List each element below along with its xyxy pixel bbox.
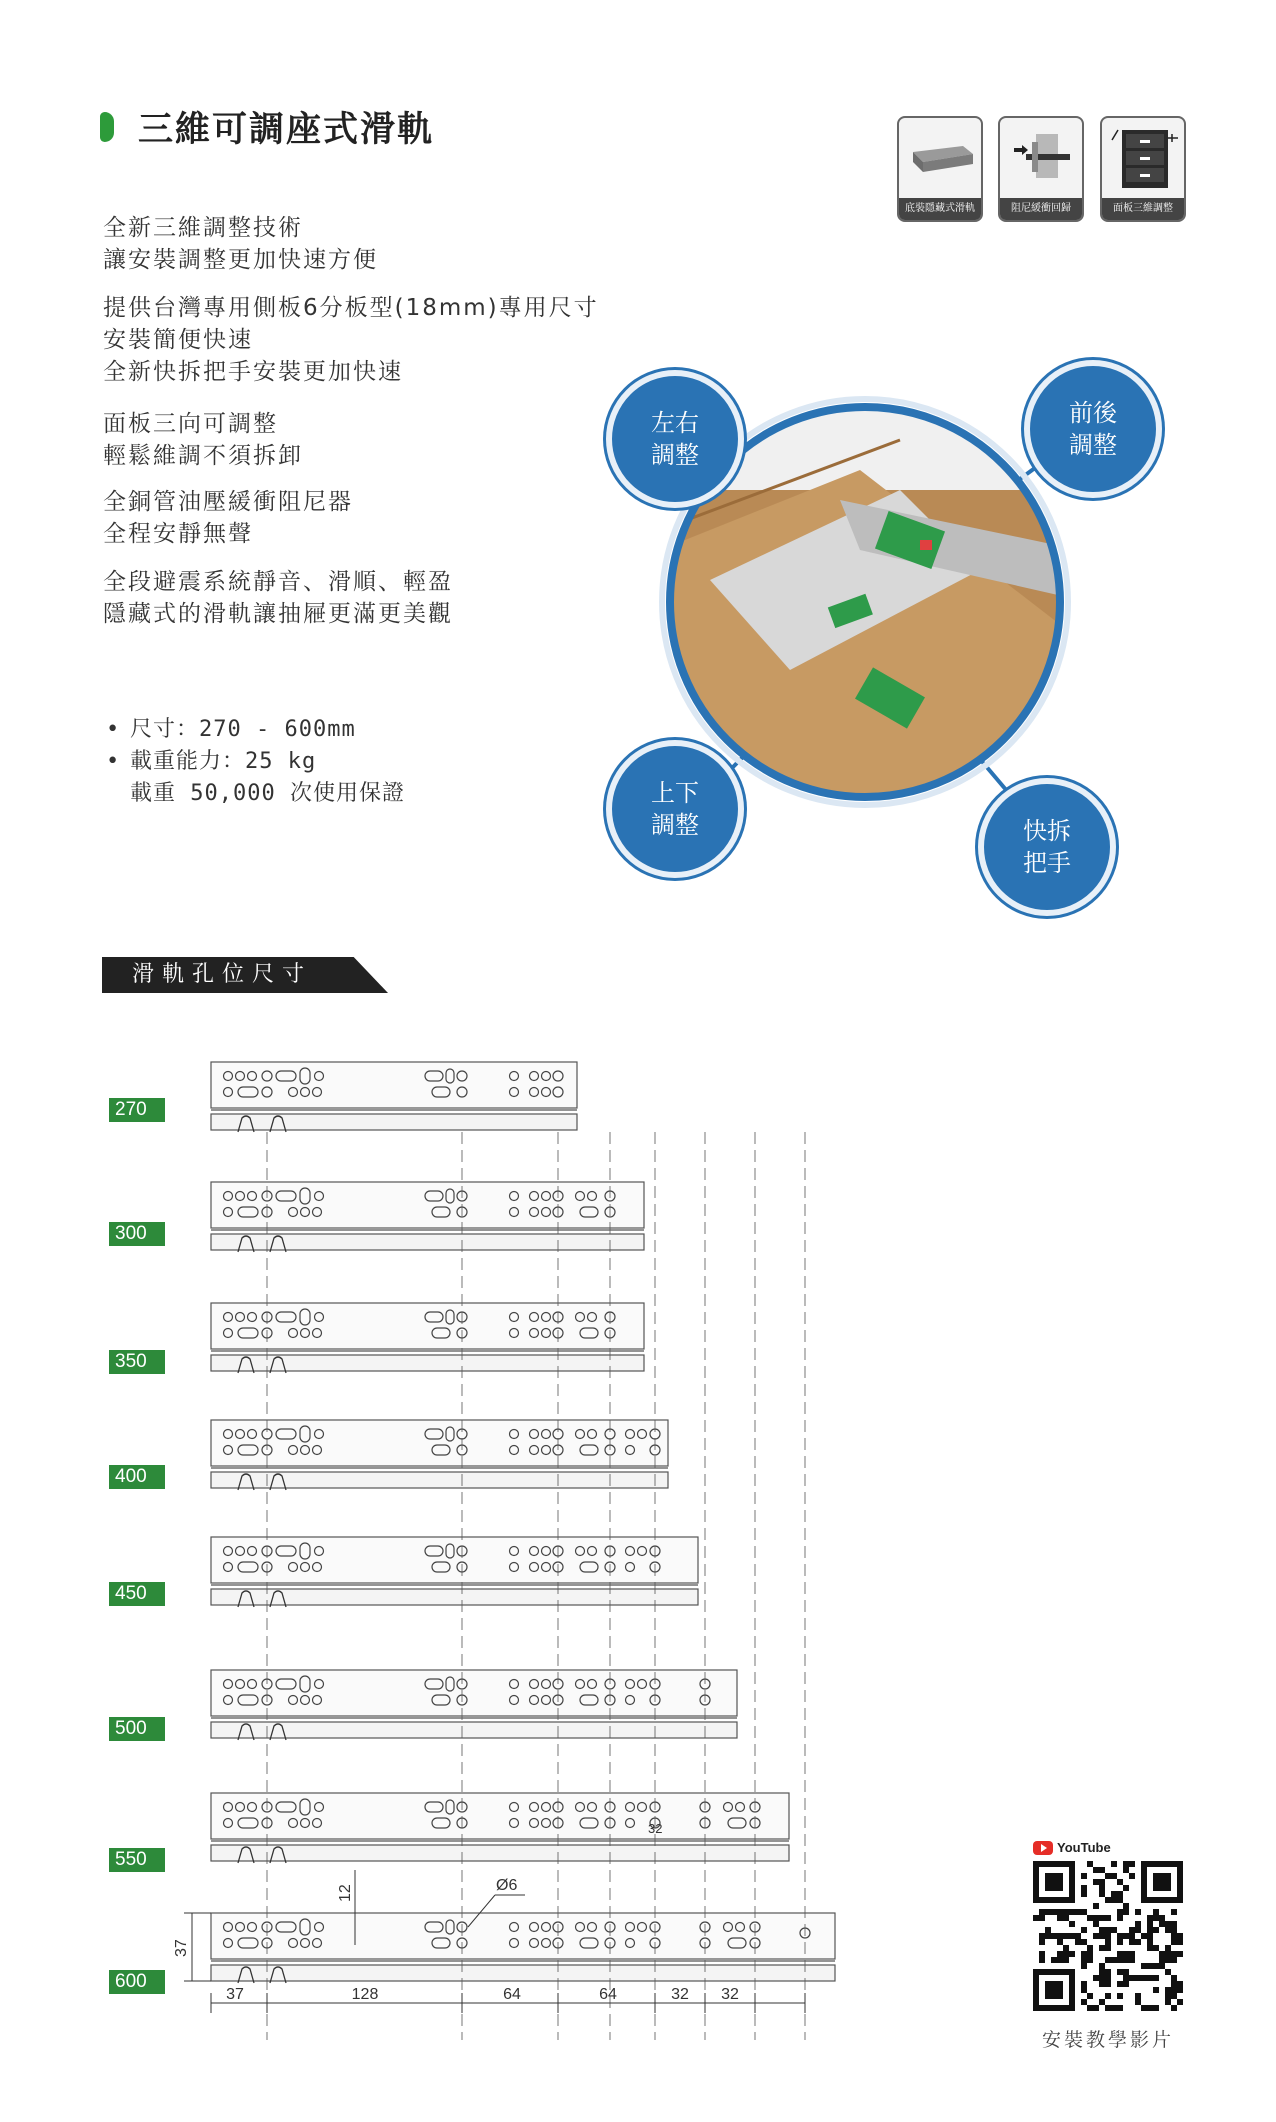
qr-module	[1153, 1975, 1159, 1981]
qr-module	[1099, 1867, 1105, 1873]
qr-module	[1081, 1999, 1087, 2005]
qr-module	[1165, 1987, 1171, 1993]
qr-module	[1099, 1891, 1105, 1897]
feature-line: 提供台灣專用側板6分板型(18mm)專用尺寸	[103, 295, 599, 321]
qr-module	[1147, 2005, 1153, 2011]
rail-body	[211, 1913, 835, 1959]
qr-module	[1117, 1915, 1123, 1921]
qr-module	[1045, 1873, 1063, 1891]
qr-module	[1105, 1975, 1111, 1981]
feature-group-1	[103, 212, 378, 276]
qr-module	[1105, 1945, 1111, 1951]
qr-module	[1171, 1981, 1177, 1987]
qr-module	[1171, 1939, 1177, 1945]
qr-module	[1117, 1939, 1123, 1945]
spec-size: • 尺寸：270 - 600mm	[106, 714, 405, 746]
qr-module	[1171, 2005, 1177, 2011]
feature-group-4	[103, 486, 353, 550]
qr-module	[1087, 1957, 1093, 1963]
qr-module	[1105, 1993, 1111, 1999]
size-label-270: 270	[109, 1098, 165, 1122]
feature-line: 隱藏式的滑軌讓抽屜更滿更美觀	[103, 601, 453, 627]
qr-module	[1135, 1921, 1141, 1927]
rail-lower	[211, 1114, 577, 1130]
qr-module	[1147, 1975, 1153, 1981]
qr-module	[1099, 1885, 1105, 1891]
qr-module	[1093, 1903, 1099, 1909]
qr-module	[1165, 1921, 1171, 1927]
qr-module	[1177, 1999, 1183, 2005]
qr-module	[1129, 1975, 1135, 1981]
qr-module	[1105, 1933, 1111, 1939]
feature-group-2	[103, 292, 599, 388]
qr-module	[1123, 1981, 1129, 1987]
title-marker-icon	[100, 112, 114, 142]
qr-module	[1033, 1915, 1039, 1921]
qr-module	[1141, 1963, 1147, 1969]
qr-module	[1123, 1861, 1129, 1867]
qr-module	[1141, 1975, 1147, 1981]
qr-module	[1081, 1957, 1087, 1963]
rail-lower	[211, 1845, 789, 1861]
qr-module	[1081, 1927, 1087, 1933]
qr-module	[1105, 1981, 1111, 1987]
dimension-bottom-label: 37	[226, 1986, 244, 2003]
video-qr-block	[1033, 1840, 1193, 2052]
qr-module	[1123, 1909, 1129, 1915]
rail-body	[211, 1537, 698, 1583]
qr-module	[1099, 1981, 1105, 1987]
qr-module	[1141, 1933, 1147, 1939]
video-caption: 安裝教學影片	[1041, 2029, 1174, 2051]
qr-module	[1099, 1945, 1105, 1951]
feature-line: 讓安裝調整更加快速方便	[103, 247, 378, 273]
qr-module	[1087, 2005, 1093, 2011]
youtube-logo: YouTube	[1033, 1840, 1193, 1855]
qr-module	[1075, 1909, 1081, 1915]
qr-module	[1117, 1933, 1123, 1939]
qr-module	[1081, 1891, 1087, 1897]
qr-module	[1063, 1933, 1069, 1939]
qr-module	[1063, 1957, 1069, 1963]
qr-module	[1177, 1981, 1183, 1987]
dimension-bottom-label: 64	[503, 1986, 521, 2003]
bullet-icon: •	[106, 717, 121, 742]
bubble-left-right: 左右 調整	[606, 370, 744, 508]
qr-module	[1099, 1927, 1105, 1933]
qr-module	[1105, 1957, 1111, 1963]
feature-line: 全段避震系統靜音、滑順、輕盈	[103, 569, 453, 595]
qr-module	[1117, 2005, 1123, 2011]
feature-line: 安裝簡便快速	[103, 327, 253, 353]
bullet-icon: •	[106, 749, 121, 774]
qr-module	[1177, 1939, 1183, 1945]
qr-module	[1039, 1909, 1045, 1915]
rail-body	[211, 1182, 644, 1228]
badge-damper: 阻尼緩衝回歸	[998, 116, 1084, 222]
rail-hole-diagram	[0, 1040, 900, 2080]
qr-module	[1069, 1921, 1075, 1927]
qr-module	[1147, 1963, 1153, 1969]
qr-module	[1105, 1915, 1111, 1921]
qr-module	[1051, 1909, 1057, 1915]
qr-module	[1057, 1915, 1063, 1921]
qr-module	[1165, 1993, 1171, 1999]
qr-module	[1153, 1987, 1159, 1993]
qr-module	[1135, 1999, 1141, 2005]
qr-module	[1063, 1909, 1069, 1915]
qr-module	[1171, 1927, 1177, 1933]
qr-module	[1081, 1909, 1087, 1915]
feature-line: 輕鬆維調不須拆卸	[103, 443, 303, 469]
qr-module	[1063, 1915, 1069, 1921]
size-label-500: 500	[109, 1717, 165, 1741]
qr-module	[1039, 1957, 1045, 1963]
qr-module	[1171, 1951, 1177, 1957]
qr-module	[1129, 1957, 1135, 1963]
qr-module	[1081, 1963, 1087, 1969]
qr-module	[1105, 1927, 1111, 1933]
qr-module	[1057, 1939, 1063, 1945]
qr-module	[1165, 1969, 1171, 1975]
qr-module	[1057, 1933, 1063, 1939]
qr-module	[1153, 1963, 1159, 1969]
spec-list	[106, 714, 405, 810]
qr-module	[1093, 1879, 1099, 1885]
qr-module	[1177, 1933, 1183, 1939]
qr-module	[1135, 1927, 1141, 1933]
qr-module	[1159, 1921, 1165, 1927]
qr-module	[1123, 1867, 1129, 1873]
feature-line: 全新快拆把手安裝更加快速	[103, 359, 403, 385]
qr-module	[1081, 1939, 1087, 1945]
qr-module	[1147, 1933, 1153, 1939]
rail-lower	[211, 1589, 698, 1605]
qr-module	[1051, 1933, 1057, 1939]
dimension-bottom-label: 64	[599, 1986, 617, 2003]
qr-module	[1165, 1945, 1171, 1951]
rail-body	[211, 1062, 577, 1108]
qr-module	[1153, 1945, 1159, 1951]
qr-module	[1153, 1873, 1171, 1891]
qr-module	[1087, 1951, 1093, 1957]
qr-module	[1099, 1975, 1105, 1981]
qr-module	[1135, 1939, 1141, 1945]
size-label-350: 350	[109, 1350, 165, 1374]
qr-module	[1159, 1915, 1165, 1921]
qr-module	[1123, 1885, 1129, 1891]
qr-module	[1099, 1969, 1105, 1975]
qr-module	[1087, 1915, 1093, 1921]
size-label-600: 600	[109, 1970, 165, 1994]
qr-module	[1159, 1963, 1165, 1969]
qr-module	[1111, 1897, 1117, 1903]
qr-module	[1129, 1933, 1135, 1939]
qr-module	[1153, 2005, 1159, 2011]
size-label-400: 400	[109, 1465, 165, 1489]
qr-module	[1153, 1909, 1159, 1915]
qr-module	[1117, 1957, 1123, 1963]
dimension-offset-label: 12	[337, 1884, 354, 1902]
dimension-bottom-label: 32	[721, 1986, 739, 2003]
qr-module	[1165, 1999, 1171, 2005]
qr-module	[1039, 1939, 1045, 1945]
rail-body	[211, 1303, 644, 1349]
spec-warranty: 載重 50,000 次使用保證	[130, 781, 405, 806]
qr-module	[1117, 1879, 1123, 1885]
qr-module	[1063, 1951, 1069, 1957]
qr-module	[1117, 1891, 1123, 1897]
qr-module	[1147, 1921, 1153, 1927]
spec-load: • 載重能力：25 kg	[106, 746, 405, 778]
bubble-quick-release: 快拆 把手	[978, 778, 1116, 916]
qr-module	[1141, 2005, 1147, 2011]
qr-module	[1171, 1987, 1177, 1993]
rail-body	[211, 1420, 668, 1466]
feature-group-3	[103, 408, 303, 472]
qr-module	[1111, 1861, 1117, 1867]
qr-module	[1099, 1963, 1105, 1969]
qr-module	[1081, 1981, 1087, 1987]
dimension-bottom-label: 32	[671, 1986, 689, 2003]
qr-module	[1069, 1909, 1075, 1915]
qr-module	[1123, 1957, 1129, 1963]
qr-module	[1117, 1993, 1123, 1999]
dimension-bottom-label: 128	[351, 1986, 379, 2003]
qr-module	[1087, 1945, 1093, 1951]
qr-module	[1105, 1939, 1111, 1945]
qr-module	[1129, 1873, 1135, 1879]
qr-module	[1081, 1951, 1087, 1957]
qr-module	[1123, 1951, 1129, 1957]
qr-module	[1165, 1957, 1171, 1963]
section-tag-hole-dimensions: 滑軌孔位尺寸	[102, 957, 388, 993]
feature-line: 全新三維調整技術	[103, 215, 303, 241]
qr-module	[1111, 1927, 1117, 1933]
qr-module	[1063, 1945, 1069, 1951]
qr-module	[1105, 2005, 1111, 2011]
qr-module	[1039, 1951, 1045, 1957]
hidden-rail-icon	[905, 124, 979, 194]
qr-module	[1087, 1993, 1093, 1999]
feature-line: 面板三向可調整	[103, 411, 278, 437]
size-label-450: 450	[109, 1582, 165, 1606]
qr-module	[1171, 1909, 1177, 1915]
qr-module	[1045, 1927, 1051, 1933]
qr-module	[1117, 1909, 1123, 1915]
qr-module	[1177, 1987, 1183, 1993]
qr-module	[1093, 1975, 1099, 1981]
qr-module	[1123, 1969, 1129, 1975]
youtube-play-icon	[1033, 1841, 1053, 1855]
qr-module	[1153, 1915, 1159, 1921]
qr-module	[1129, 1927, 1135, 1933]
qr-module	[1099, 1933, 1105, 1939]
qr-module	[1165, 1927, 1171, 1933]
damper-icon	[1006, 124, 1080, 194]
qr-module	[1081, 1987, 1087, 1993]
qr-module	[1105, 1873, 1111, 1879]
qr-module	[1123, 1903, 1129, 1909]
qr-module	[1111, 1891, 1117, 1897]
qr-module	[1039, 1933, 1045, 1939]
qr-code[interactable]	[1033, 1861, 1183, 2011]
qr-module	[1117, 1951, 1123, 1957]
feature-line: 全程安靜無聲	[103, 521, 253, 547]
qr-module	[1093, 2005, 1099, 2011]
qr-module	[1093, 1915, 1099, 1921]
qr-module	[1171, 1921, 1177, 1927]
qr-module	[1045, 1981, 1063, 1999]
qr-module	[1069, 1951, 1075, 1957]
qr-module	[1039, 1915, 1045, 1921]
qr-module	[1117, 1897, 1123, 1903]
feature-group-5	[103, 566, 453, 630]
qr-module	[1123, 1975, 1129, 1981]
qr-module	[1087, 1861, 1093, 1867]
qr-module	[1147, 1915, 1153, 1921]
qr-module	[1165, 1951, 1171, 1957]
rail-lower	[211, 1722, 737, 1738]
page-title: 三維可調座式滑軌	[138, 110, 435, 150]
qr-module	[1147, 1927, 1153, 1933]
qr-module	[1075, 1939, 1081, 1945]
qr-module	[1153, 1927, 1159, 1933]
page-header	[100, 102, 434, 152]
qr-module	[1051, 1957, 1057, 1963]
rail-body	[211, 1670, 737, 1716]
qr-module	[1147, 1945, 1153, 1951]
bubble-up-down: 上下 調整	[606, 740, 744, 878]
qr-module	[1147, 1939, 1153, 1945]
qr-module	[1099, 1915, 1105, 1921]
feature-line: 全銅管油壓緩衝阻尼器	[103, 489, 353, 515]
qr-module	[1171, 1933, 1177, 1939]
qr-module	[1135, 1975, 1141, 1981]
dimension-hole-label: Ø6	[496, 1877, 518, 1894]
qr-module	[1111, 2005, 1117, 2011]
qr-module	[1069, 1933, 1075, 1939]
bubble-front-back: 前後 調整	[1024, 360, 1162, 498]
qr-module	[1057, 1951, 1063, 1957]
qr-module	[1099, 1879, 1105, 1885]
qr-module	[1159, 1957, 1165, 1963]
qr-module	[1129, 1951, 1135, 1957]
qr-module	[1117, 1981, 1123, 1987]
drawer-cabinet-icon	[1108, 124, 1182, 194]
size-label-550: 550	[109, 1848, 165, 1872]
qr-module	[1105, 1897, 1111, 1903]
dimension-spacing-note: 32	[648, 1821, 663, 1836]
qr-module	[1159, 1951, 1165, 1957]
qr-module	[1093, 1867, 1099, 1873]
qr-module	[1177, 1951, 1183, 1957]
qr-module	[1057, 1909, 1063, 1915]
badge-hidden-rail: 底裝隱藏式滑軌	[897, 116, 983, 222]
qr-module	[1105, 1969, 1111, 1975]
qr-module	[1171, 1993, 1177, 1999]
qr-module	[1045, 1933, 1051, 1939]
qr-module	[1135, 1993, 1141, 1999]
qr-module	[1057, 1957, 1063, 1963]
qr-module	[1117, 1969, 1123, 1975]
qr-module	[1171, 1975, 1177, 1981]
qr-module	[1075, 1933, 1081, 1939]
qr-module	[1171, 1957, 1177, 1963]
dimension-height-label: 37	[173, 1939, 190, 1957]
rail-lower	[211, 1965, 835, 1981]
qr-module	[1129, 1861, 1135, 1867]
rail-body	[211, 1793, 789, 1839]
qr-module	[1129, 1939, 1135, 1945]
qr-module	[1093, 1933, 1099, 1939]
qr-module	[1081, 1873, 1087, 1879]
qr-module	[1093, 1921, 1099, 1927]
qr-module	[1081, 1885, 1087, 1891]
qr-module	[1045, 1909, 1051, 1915]
badge-3d-adjust: 面板三維調整	[1100, 116, 1186, 222]
qr-module	[1111, 1873, 1117, 1879]
qr-module	[1135, 1909, 1141, 1915]
size-label-300: 300	[109, 1222, 165, 1246]
qr-module	[1111, 1957, 1117, 1963]
qr-module	[1099, 1999, 1105, 2005]
qr-module	[1123, 1933, 1129, 1939]
